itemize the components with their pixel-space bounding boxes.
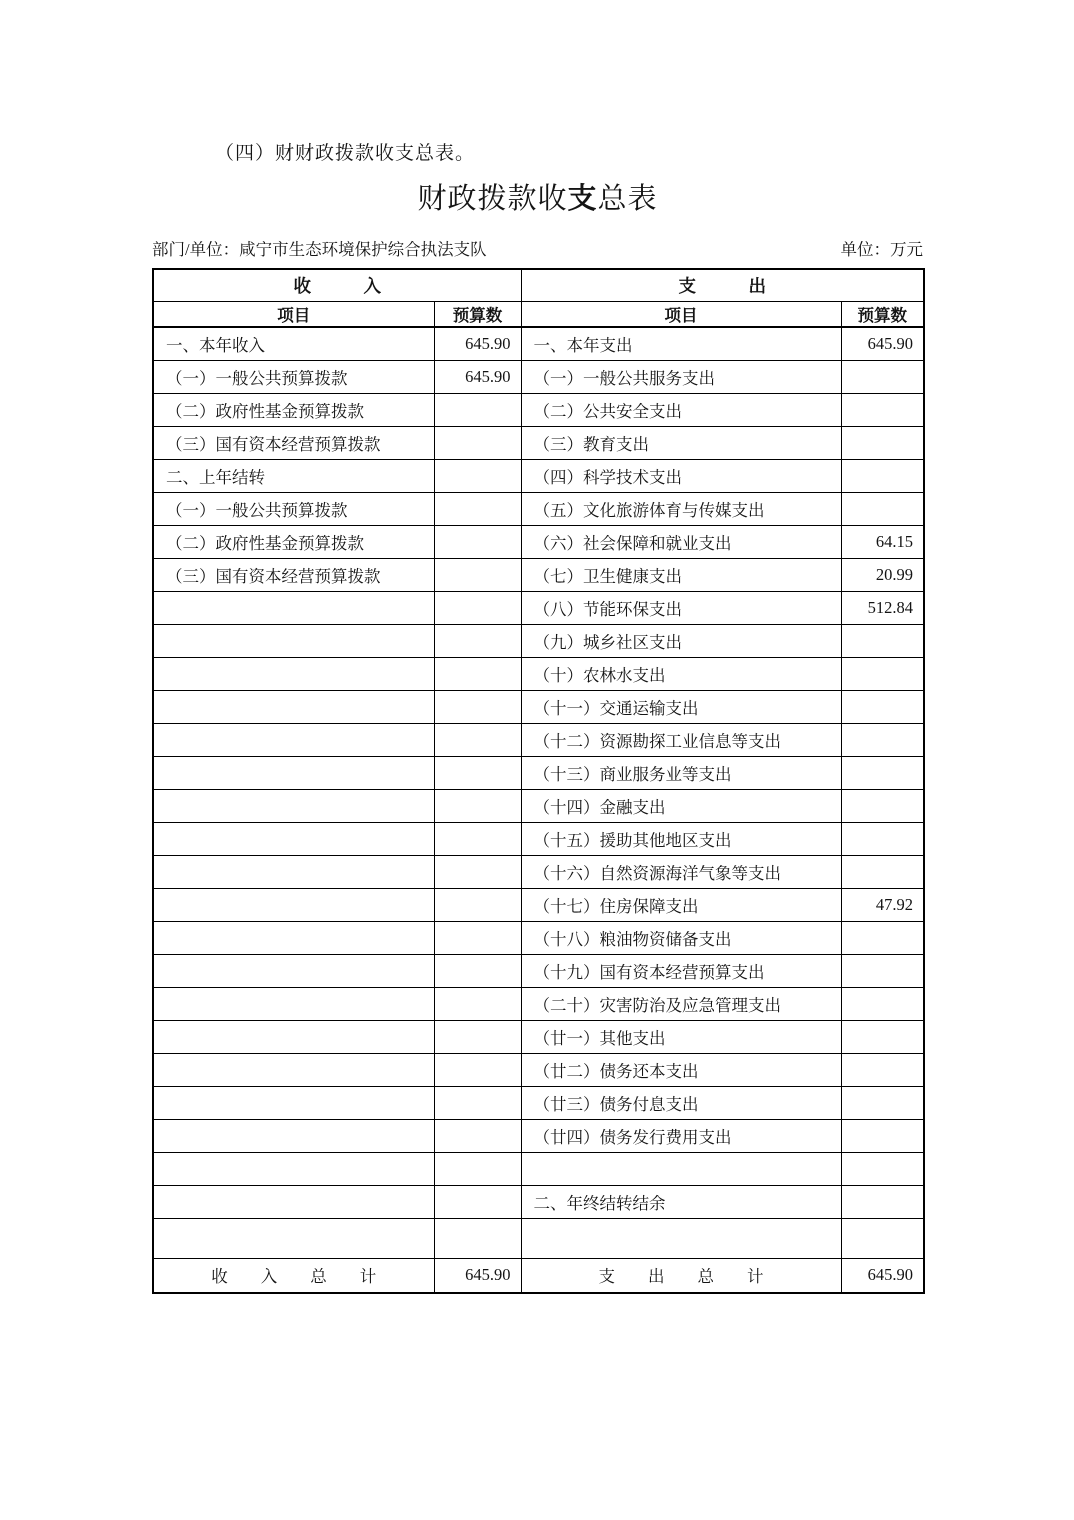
table-row bbox=[153, 525, 924, 558]
cell-expense-budget bbox=[841, 855, 924, 888]
cell-income-budget bbox=[434, 1086, 521, 1119]
cell-expense-item: 二、年终结转结余 bbox=[521, 1185, 841, 1218]
table-row bbox=[153, 690, 924, 723]
cell-income-item bbox=[153, 1086, 434, 1119]
cell-expense-item: （廿一）其他支出 bbox=[521, 1020, 841, 1053]
cell-income-budget bbox=[434, 1119, 521, 1152]
cell-income-budget bbox=[434, 459, 521, 492]
cell-income-budget bbox=[434, 789, 521, 822]
cell-expense-budget bbox=[841, 360, 924, 393]
table-row bbox=[153, 591, 924, 624]
cell-income-item bbox=[153, 1119, 434, 1152]
cell-expense-item: （六）社会保障和就业支出 bbox=[521, 525, 841, 558]
cell-expense-budget bbox=[841, 987, 924, 1020]
table-row bbox=[153, 888, 924, 921]
cell-income-budget bbox=[434, 525, 521, 558]
cell-income-budget bbox=[434, 822, 521, 855]
cell-expense-budget: 645.90 bbox=[841, 327, 924, 360]
table-row bbox=[153, 558, 924, 591]
title-post: 总表 bbox=[597, 183, 658, 215]
income-total-value: 645.90 bbox=[434, 1258, 521, 1293]
cell-expense-item: （二十）灾害防治及应急管理支出 bbox=[521, 987, 841, 1020]
cell-expense-item: 一、本年支出 bbox=[521, 327, 841, 360]
cell-income-budget bbox=[434, 558, 521, 591]
cell-income-budget bbox=[434, 624, 521, 657]
cell-income-item bbox=[153, 657, 434, 690]
department-unit-label: 部门/单位：咸宁市生态环境保护综合执法支队 bbox=[152, 240, 487, 259]
cell-income-budget bbox=[434, 426, 521, 459]
table-row bbox=[153, 624, 924, 657]
cell-expense-budget bbox=[841, 492, 924, 525]
cell-expense-budget bbox=[841, 426, 924, 459]
cell-income-budget bbox=[434, 1185, 521, 1218]
table-row bbox=[153, 327, 924, 360]
expense-item-header: 项目 bbox=[521, 301, 841, 327]
cell-income-budget bbox=[434, 888, 521, 921]
cell-expense-item: （十）农林水支出 bbox=[521, 657, 841, 690]
cell-expense-budget: 512.84 bbox=[841, 591, 924, 624]
table-row bbox=[153, 855, 924, 888]
column-header-row bbox=[153, 301, 924, 327]
cell-expense-budget bbox=[841, 1020, 924, 1053]
cell-expense-item: （七）卫生健康支出 bbox=[521, 558, 841, 591]
cell-income-item: 一、本年收入 bbox=[153, 327, 434, 360]
income-total-label: 收 入 总 计 bbox=[153, 1258, 434, 1293]
cell-expense-item: （一）一般公共服务支出 bbox=[521, 360, 841, 393]
table-row bbox=[153, 1218, 924, 1258]
cell-income-item bbox=[153, 954, 434, 987]
cell-income-item: （二）政府性基金预算拨款 bbox=[153, 393, 434, 426]
cell-income-item bbox=[153, 1152, 434, 1185]
cell-expense-budget bbox=[841, 1185, 924, 1218]
income-budget-header: 预算数 bbox=[434, 301, 521, 327]
cell-expense-budget bbox=[841, 822, 924, 855]
title-pre: 财政拨款收 bbox=[417, 183, 568, 215]
cell-expense-budget: 47.92 bbox=[841, 888, 924, 921]
income-item-header: 项目 bbox=[153, 301, 434, 327]
cell-expense-budget bbox=[841, 954, 924, 987]
cell-expense-budget bbox=[841, 1152, 924, 1185]
table-row bbox=[153, 360, 924, 393]
cell-expense-item: （廿二）债务还本支出 bbox=[521, 1053, 841, 1086]
group-header-row bbox=[153, 269, 924, 301]
cell-income-budget bbox=[434, 393, 521, 426]
cell-income-item bbox=[153, 624, 434, 657]
cell-income-item bbox=[153, 723, 434, 756]
cell-expense-item: （九）城乡社区支出 bbox=[521, 624, 841, 657]
cell-expense-budget bbox=[841, 624, 924, 657]
cell-expense-budget: 20.99 bbox=[841, 558, 924, 591]
cell-income-budget: 645.90 bbox=[434, 327, 521, 360]
cell-expense-item: （十二）资源勘探工业信息等支出 bbox=[521, 723, 841, 756]
table-meta-row bbox=[152, 238, 923, 262]
expense-total-label: 支 出 总 计 bbox=[521, 1258, 841, 1293]
cell-income-item bbox=[153, 756, 434, 789]
expense-group-header: 支 出 bbox=[521, 269, 924, 301]
table-row bbox=[153, 426, 924, 459]
cell-expense-item: （廿三）债务付息支出 bbox=[521, 1086, 841, 1119]
cell-expense-budget: 64.15 bbox=[841, 525, 924, 558]
cell-income-item bbox=[153, 789, 434, 822]
cell-expense-budget bbox=[841, 1218, 924, 1258]
cell-expense-budget bbox=[841, 393, 924, 426]
cell-income-budget bbox=[434, 987, 521, 1020]
currency-unit-label: 单位：万元 bbox=[840, 240, 923, 259]
table-row bbox=[153, 1053, 924, 1086]
section-heading: （四）财财政拨款收支总表。 bbox=[215, 143, 476, 164]
cell-income-budget bbox=[434, 723, 521, 756]
cell-income-item bbox=[153, 822, 434, 855]
table-row bbox=[153, 1185, 924, 1218]
cell-income-item: （一）一般公共预算拨款 bbox=[153, 360, 434, 393]
cell-income-budget bbox=[434, 1053, 521, 1086]
cell-expense-item: （十三）商业服务业等支出 bbox=[521, 756, 841, 789]
cell-income-item bbox=[153, 921, 434, 954]
cell-expense-budget bbox=[841, 789, 924, 822]
table-body bbox=[153, 327, 924, 1258]
cell-expense-budget bbox=[841, 1119, 924, 1152]
cell-income-budget bbox=[434, 492, 521, 525]
cell-income-budget bbox=[434, 1218, 521, 1258]
cell-income-item bbox=[153, 1020, 434, 1053]
cell-income-item bbox=[153, 987, 434, 1020]
cell-income-budget bbox=[434, 954, 521, 987]
cell-income-budget bbox=[434, 657, 521, 690]
cell-expense-budget bbox=[841, 657, 924, 690]
table-row bbox=[153, 1152, 924, 1185]
cell-expense-item: （八）节能环保支出 bbox=[521, 591, 841, 624]
cell-expense-budget bbox=[841, 921, 924, 954]
cell-expense-item: （二）公共安全支出 bbox=[521, 393, 841, 426]
table-row bbox=[153, 393, 924, 426]
table-row bbox=[153, 1119, 924, 1152]
cell-expense-budget bbox=[841, 723, 924, 756]
cell-income-budget bbox=[434, 855, 521, 888]
cell-expense-item: （十五）援助其他地区支出 bbox=[521, 822, 841, 855]
cell-expense-item bbox=[521, 1218, 841, 1258]
cell-expense-item: （十一）交通运输支出 bbox=[521, 690, 841, 723]
cell-expense-budget bbox=[841, 690, 924, 723]
cell-income-budget bbox=[434, 921, 521, 954]
table-row bbox=[153, 921, 924, 954]
table-row bbox=[153, 822, 924, 855]
cell-income-item bbox=[153, 591, 434, 624]
cell-income-item: 二、上年结转 bbox=[153, 459, 434, 492]
cell-income-item bbox=[153, 1218, 434, 1258]
cell-income-budget bbox=[434, 690, 521, 723]
cell-expense-item: （五）文化旅游体育与传媒支出 bbox=[521, 492, 841, 525]
table-row bbox=[153, 657, 924, 690]
cell-expense-item: （三）教育支出 bbox=[521, 426, 841, 459]
cell-expense-budget bbox=[841, 459, 924, 492]
table-row bbox=[153, 459, 924, 492]
cell-income-item bbox=[153, 855, 434, 888]
cell-expense-budget bbox=[841, 756, 924, 789]
cell-income-item: （三）国有资本经营预算拨款 bbox=[153, 426, 434, 459]
cell-expense-item: （四）科学技术支出 bbox=[521, 459, 841, 492]
cell-income-item: （一）一般公共预算拨款 bbox=[153, 492, 434, 525]
cell-expense-budget bbox=[841, 1086, 924, 1119]
cell-expense-item: （十六）自然资源海洋气象等支出 bbox=[521, 855, 841, 888]
table-row bbox=[153, 723, 924, 756]
cell-expense-item bbox=[521, 1152, 841, 1185]
page-title bbox=[152, 179, 923, 219]
title-bold-char: 支 bbox=[567, 183, 598, 215]
cell-income-item bbox=[153, 1185, 434, 1218]
cell-income-item: （三）国有资本经营预算拨款 bbox=[153, 558, 434, 591]
cell-expense-item: （十九）国有资本经营预算支出 bbox=[521, 954, 841, 987]
table-row bbox=[153, 987, 924, 1020]
cell-expense-budget bbox=[841, 1053, 924, 1086]
table-row bbox=[153, 789, 924, 822]
cell-income-budget bbox=[434, 591, 521, 624]
table-row bbox=[153, 954, 924, 987]
cell-income-item bbox=[153, 690, 434, 723]
cell-expense-item: （十四）金融支出 bbox=[521, 789, 841, 822]
cell-income-budget: 645.90 bbox=[434, 360, 521, 393]
table-row bbox=[153, 1020, 924, 1053]
cell-income-item: （二）政府性基金预算拨款 bbox=[153, 525, 434, 558]
table-row bbox=[153, 756, 924, 789]
cell-income-budget bbox=[434, 1152, 521, 1185]
cell-expense-item: （廿四）债务发行费用支出 bbox=[521, 1119, 841, 1152]
total-row bbox=[153, 1258, 924, 1293]
cell-income-item bbox=[153, 888, 434, 921]
table-row bbox=[153, 1086, 924, 1119]
income-group-header: 收 入 bbox=[153, 269, 521, 301]
expense-total-value: 645.90 bbox=[841, 1258, 924, 1293]
budget-summary-table bbox=[152, 268, 925, 1294]
cell-expense-item: （十八）粮油物资储备支出 bbox=[521, 921, 841, 954]
cell-expense-item: （十七）住房保障支出 bbox=[521, 888, 841, 921]
cell-income-item bbox=[153, 1053, 434, 1086]
cell-income-budget bbox=[434, 756, 521, 789]
table-row bbox=[153, 492, 924, 525]
cell-income-budget bbox=[434, 1020, 521, 1053]
expense-budget-header: 预算数 bbox=[841, 301, 924, 327]
